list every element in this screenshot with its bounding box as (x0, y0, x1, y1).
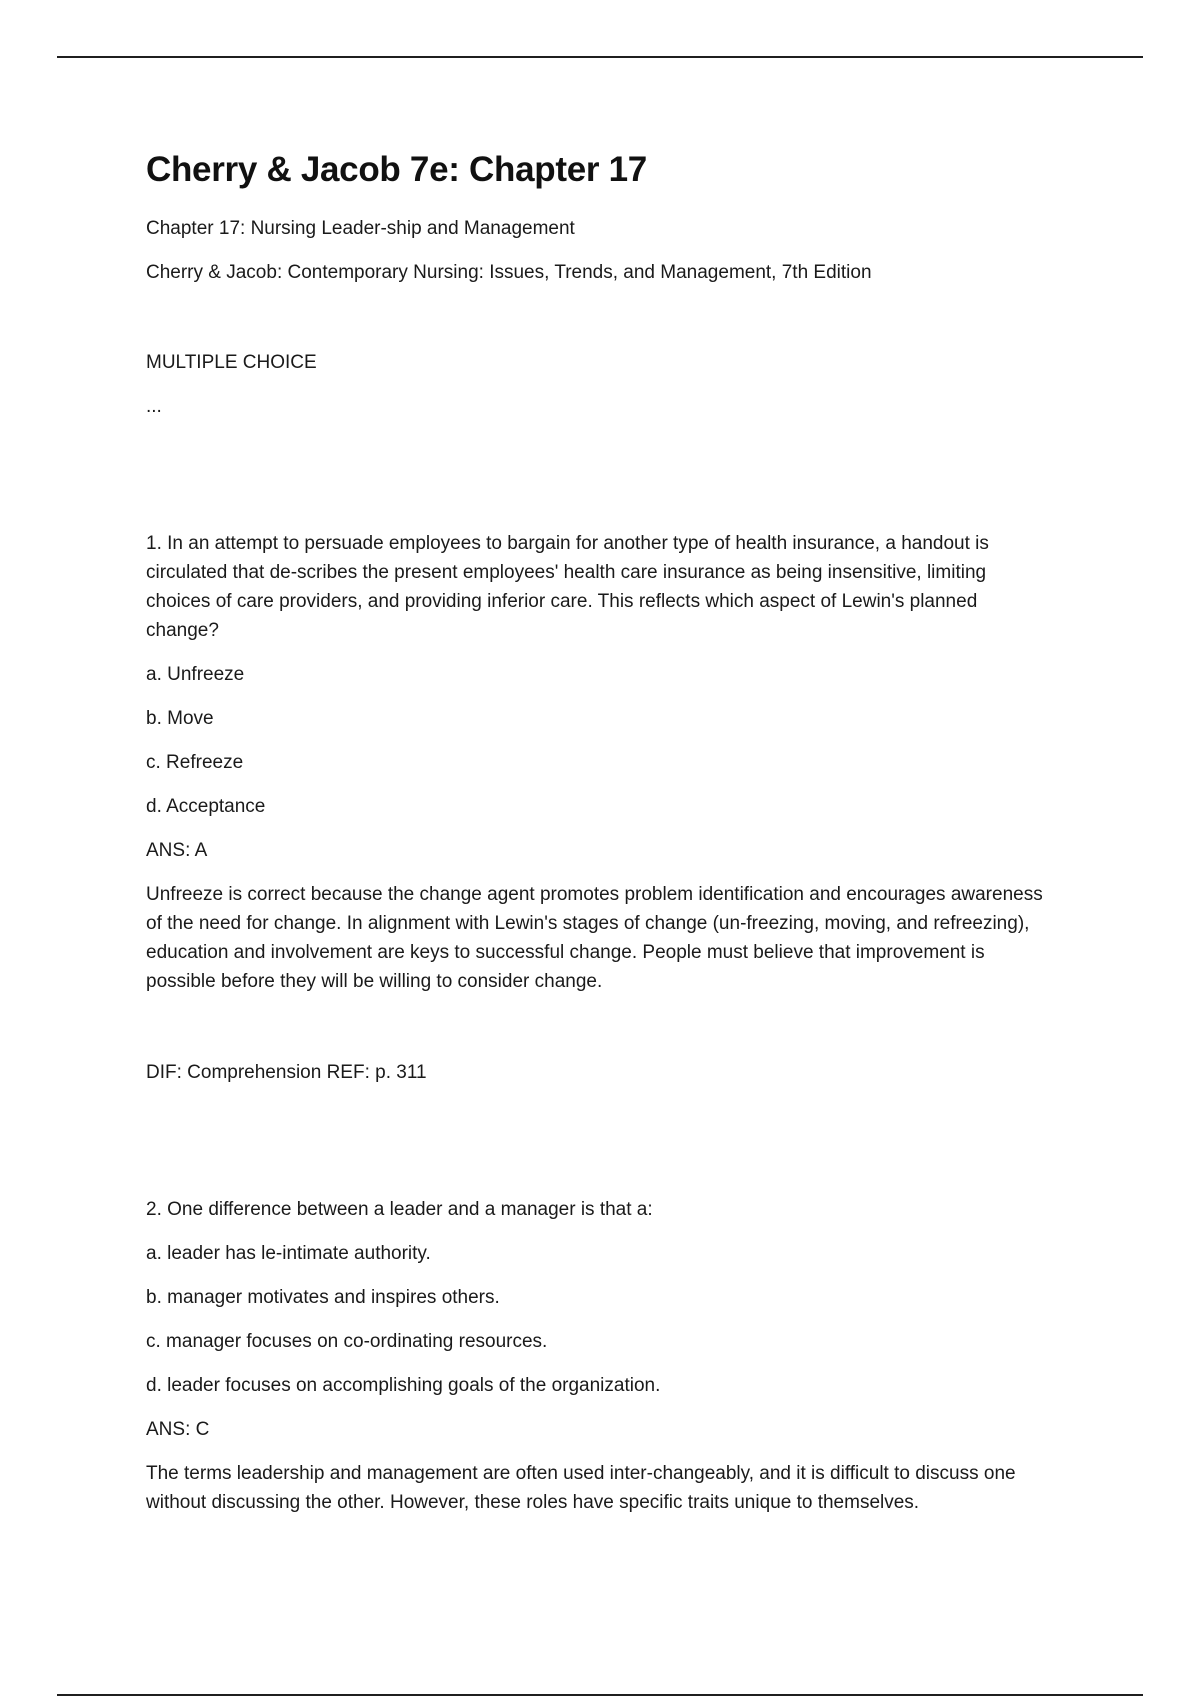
option-c: c. Refreeze (146, 752, 244, 773)
top-rule (57, 56, 1143, 58)
question-meta: DIF: Comprehension REF: p. 311 (146, 1062, 427, 1083)
question-1 (146, 529, 1046, 1087)
option-a: a. Unfreeze (146, 664, 245, 685)
option-c: c. manager focuses on co-ordinating resources. (146, 1331, 548, 1352)
answer: ANS: C (146, 1419, 210, 1440)
document-body (146, 148, 1046, 1517)
question-2 (146, 1195, 1046, 1517)
rationale: Unfreeze is correct because the change agent promotes problem identification and encourages awareness of the need for change. In alignment with Lewin's stages of change (un-freezing, moving, and refreezing), education and involvement are keys to successful change. People must believe that improvement is possible before they will be willing to consider change. (146, 884, 1043, 992)
question-stem: 2. One difference between a leader and a manager is that a: (146, 1199, 653, 1220)
option-d: d. Acceptance (146, 796, 266, 817)
option-a: a. leader has le-intimate authority. (146, 1243, 431, 1264)
answer: ANS: A (146, 840, 208, 861)
option-b: b. Move (146, 708, 214, 729)
option-d: d. leader focuses on accomplishing goals of the organization. (146, 1375, 661, 1396)
book-line: Cherry & Jacob: Contemporary Nursing: Issues, Trends, and Management, 7th Edition (146, 262, 872, 283)
document-title: Cherry & Jacob 7e: Chapter 17 (146, 150, 647, 189)
chapter-line: Chapter 17: Nursing Leader-ship and Management (146, 218, 575, 239)
section-heading: MULTIPLE CHOICE (146, 352, 317, 373)
question-stem: 1. In an attempt to persuade employees to bargain for another type of health insurance, a handout is circulated that de-scribes the present employees' health care insurance as being insensitive, limiting choices of care providers, and providing inferior care. This reflects which aspect of Lewin's planned change? (146, 533, 989, 641)
option-b: b. manager motivates and inspires others. (146, 1287, 500, 1308)
bottom-rule (57, 1694, 1143, 1696)
rationale: The terms leadership and management are often used inter-changeably, and it is difficult to discuss one without discussing the other. However, these roles have specific traits unique to themselves. (146, 1463, 1016, 1513)
ellipsis: ... (146, 396, 162, 417)
